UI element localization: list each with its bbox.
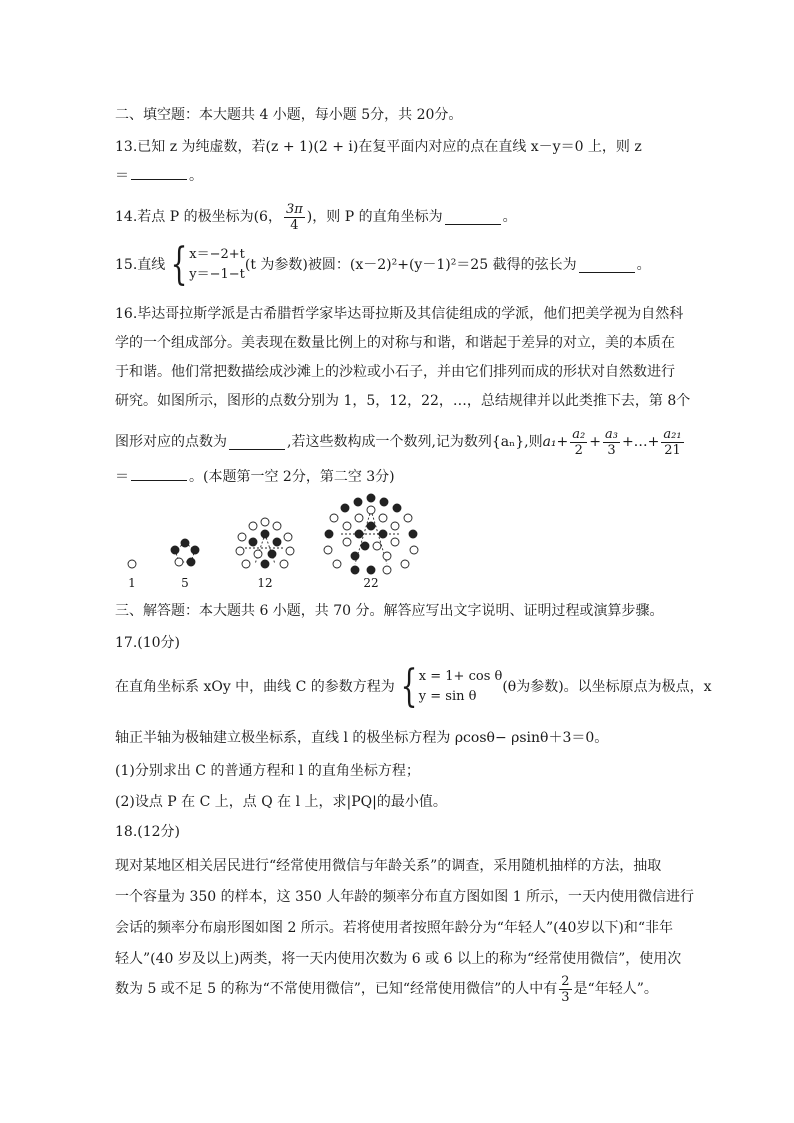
- q17-line1: 在直角坐标系 xOy 中，曲线 C 的参数方程为 { x = 1+ cos θ y = sin θ (θ为参数)。以坐标原点为极点，x: [115, 661, 712, 712]
- answer-blank: [131, 466, 187, 481]
- q16-line4: 研究。如图所示，图形的点数分别为 1，5，12，22，…，总结规律并以此类推下去，第 8个: [115, 393, 691, 409]
- q13-line2: ＝ 。: [115, 165, 203, 186]
- answer-blank: [445, 210, 501, 225]
- q18-line3: 会话的频率分布扇形图如图 2 所示。若将使用者按照年龄分为“年轻人”(40岁以下)和“非年: [115, 920, 674, 936]
- left-brace: {: [170, 239, 188, 290]
- q16-line3: 于和谐。他们常把数描绘成沙滩上的沙粒或小石子，并由它们排列而成的形状对自然数进行: [115, 364, 675, 380]
- section-2-heading: 二、填空题：本大题共 4 小题，每小题 5分，共 20分。: [115, 107, 463, 123]
- param-equation-system: x＝−2+t y＝−1−t: [189, 247, 245, 282]
- q17-line2: 轴正半轴为极轴建立极坐标系，直线 l 的极坐标方程为 ρcosθ− ρsinθ＋3＝0。: [115, 730, 609, 746]
- q16-line2: 学的一个组成部分。美表现在数量比例上的对称与和谐，和谐起于差异的对立，美的本质在: [115, 335, 675, 351]
- answer-blank: [131, 165, 187, 180]
- fraction-3pi-over-4: $\frac{3\pi}{4}$: [285, 201, 303, 233]
- fraction-a21-over-21: $\frac{\text{a₂₁}}{21}$: [663, 426, 682, 458]
- figure-1-dot: [128, 560, 136, 568]
- q16-line5: 图形对应的点数为 ,若这些数构成一个数列,记为数列{aₙ},则 a₁ + $\frac{\text{a₂}}{2}$ + $\frac{\text{a₃}}{3}$ +…+ $\frac{\text{a₂₁}}{21}$: [115, 426, 682, 458]
- figure-label-1: 1: [128, 576, 136, 590]
- q15: 15.直线 { x＝−2+t y＝−1−t (t 为参数)被圆：(x－2)²+(y－1)²＝25 截得的弦长为 。: [115, 239, 651, 290]
- answer-blank: [579, 258, 635, 273]
- fraction-2-over-3: $\frac{2}{3}$: [561, 973, 570, 1005]
- figure-label-12: 12: [257, 576, 273, 590]
- param-equation-system: x = 1+ cos θ y = sin θ: [418, 669, 503, 704]
- left-brace: {: [400, 661, 418, 712]
- q18-line5: 数为 5 或不足 5 的称为“不常使用微信”，已知“经常使用微信”的人中有 $\frac{2}{3}$ 是“年轻人”。: [115, 973, 658, 1005]
- q17-title: 17.(10分): [115, 635, 181, 651]
- figure-22: [324, 494, 418, 574]
- answer-blank: [229, 435, 285, 450]
- q18-line4: 轻人”(40 岁及以上)两类，将一天内使用次数为 6 或 6 以上的称为“经常使用微信”，使用次: [115, 951, 682, 967]
- q16-line6: ＝ 。(本题第一空 2分，第二空 3分): [115, 466, 395, 487]
- q18-line1: 现对某地区相关居民进行“经常使用微信与年龄关系”的调查，采用随机抽样的方法，抽取: [115, 858, 662, 874]
- q18-title: 18.(12分): [115, 824, 181, 840]
- q13-line1: 13.已知 z 为纯虚数，若(z + 1)(2 + i)在复平面内对应的点在直线 x－y＝0 上，则 z: [115, 139, 642, 155]
- figure-12: [236, 518, 294, 568]
- fraction-a3-over-3: $\frac{\text{a₃}}{3}$: [604, 426, 618, 458]
- section-3-heading: 三、解答题：本大题共 6 小题，共 70 分。解答应写出文字说明、证明过程或演算步骤。: [115, 603, 664, 619]
- fraction-a2-over-2: $\frac{\text{a₂}}{2}$: [572, 426, 586, 458]
- pentagonal-numbers-figure: [115, 490, 425, 592]
- q18-line2: 一个容量为 350 的样本，这 350 人年龄的频率分布直方图如图 1 所示，一天内使用微信进行: [115, 889, 695, 905]
- figure-label-22: 22: [363, 576, 379, 590]
- q14: 14.若点 P 的极坐标为(6， $\frac{3\pi}{4}$ )，则 P 的直角坐标为 。: [115, 201, 517, 233]
- q17-part2: (2)设点 P 在 C 上，点 Q 在 l 上，求|PQ|的最小值。: [115, 794, 447, 810]
- figure-label-5: 5: [181, 576, 189, 590]
- q17-part1: (1)分别求出 C 的普通方程和 l 的直角坐标方程；: [115, 763, 420, 779]
- figure-5: [171, 539, 199, 566]
- q16-line1: 16.毕达哥拉斯学派是古希腊哲学家毕达哥拉斯及其信徒组成的学派，他们把美学视为自然科: [115, 306, 684, 322]
